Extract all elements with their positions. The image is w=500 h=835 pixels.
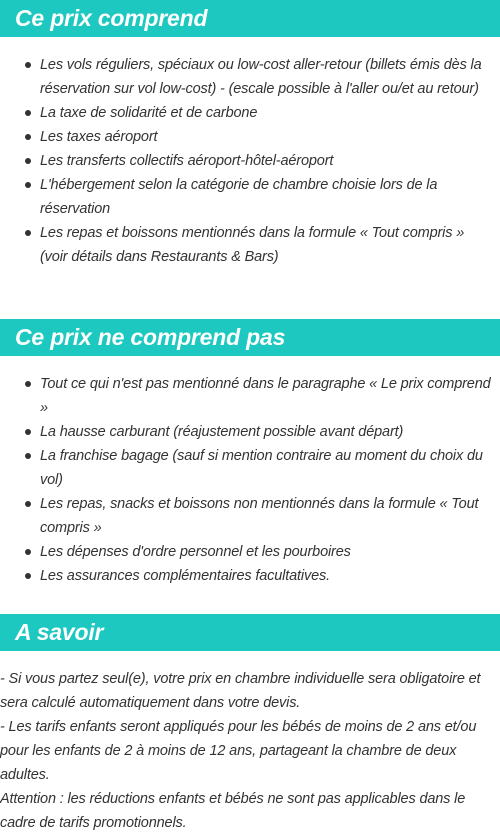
section-title-a-savoir: A savoir [15, 619, 104, 645]
section-header-comprend [0, 0, 500, 37]
list-item: Les taxes aéroport [0, 125, 500, 149]
section-header-ne-comprend-pas [0, 319, 500, 356]
list-item: Les vols réguliers, spéciaux ou low-cost aller-retour (billets émis dès la réservation sur vol low-cost) - (escale possible à l'aller ou/et au retour) [0, 53, 500, 101]
a-savoir-paragraph: Attention : les réductions enfants et bébés ne sont pas applicables dans le cadre de tarifs promotionnels. [0, 791, 466, 831]
list-item: La taxe de solidarité et de carbone [0, 101, 500, 125]
list-item: Les dépenses d'ordre personnel et les pourboires [0, 540, 500, 564]
list-item: Les repas et boissons mentionnés dans la formule « Tout compris » (voir détails dans Restaurants & Bars) [0, 221, 500, 269]
section-header-a-savoir [0, 614, 500, 651]
a-savoir-paragraph: - Les tarifs enfants seront appliqués pour les bébés de moins de 2 ans et/ou pour les enfants de 2 à moins de 12 ans, partageant la chambre de deux adultes. [0, 719, 477, 783]
list-item: Les transferts collectifs aéroport-hôtel-aéroport [0, 149, 500, 173]
a-savoir-paragraph: - Si vous partez seul(e), votre prix en chambre individuelle sera obligatoire et sera calculé automatiquement dans votre devis. [0, 671, 481, 711]
section-title-ne-comprend-pas: Ce prix ne comprend pas [15, 324, 286, 350]
list-item: La hausse carburant (réajustement possible avant départ) [0, 420, 500, 444]
list-item: Tout ce qui n'est pas mentionné dans le paragraphe « Le prix comprend » [0, 372, 500, 420]
list-item: Les repas, snacks et boissons non mentionnés dans la formule « Tout compris » [0, 492, 500, 540]
list-item: L'hébergement selon la catégorie de chambre choisie lors de la réservation [0, 173, 500, 221]
a-savoir-text [0, 667, 500, 835]
section-title-comprend: Ce prix comprend [15, 5, 208, 31]
list-item: Les assurances complémentaires facultatives. [0, 564, 500, 588]
list-comprend [0, 53, 500, 269]
list-item: La franchise bagage (sauf si mention contraire au moment du choix du vol) [0, 444, 500, 492]
list-ne-comprend-pas [0, 372, 500, 588]
